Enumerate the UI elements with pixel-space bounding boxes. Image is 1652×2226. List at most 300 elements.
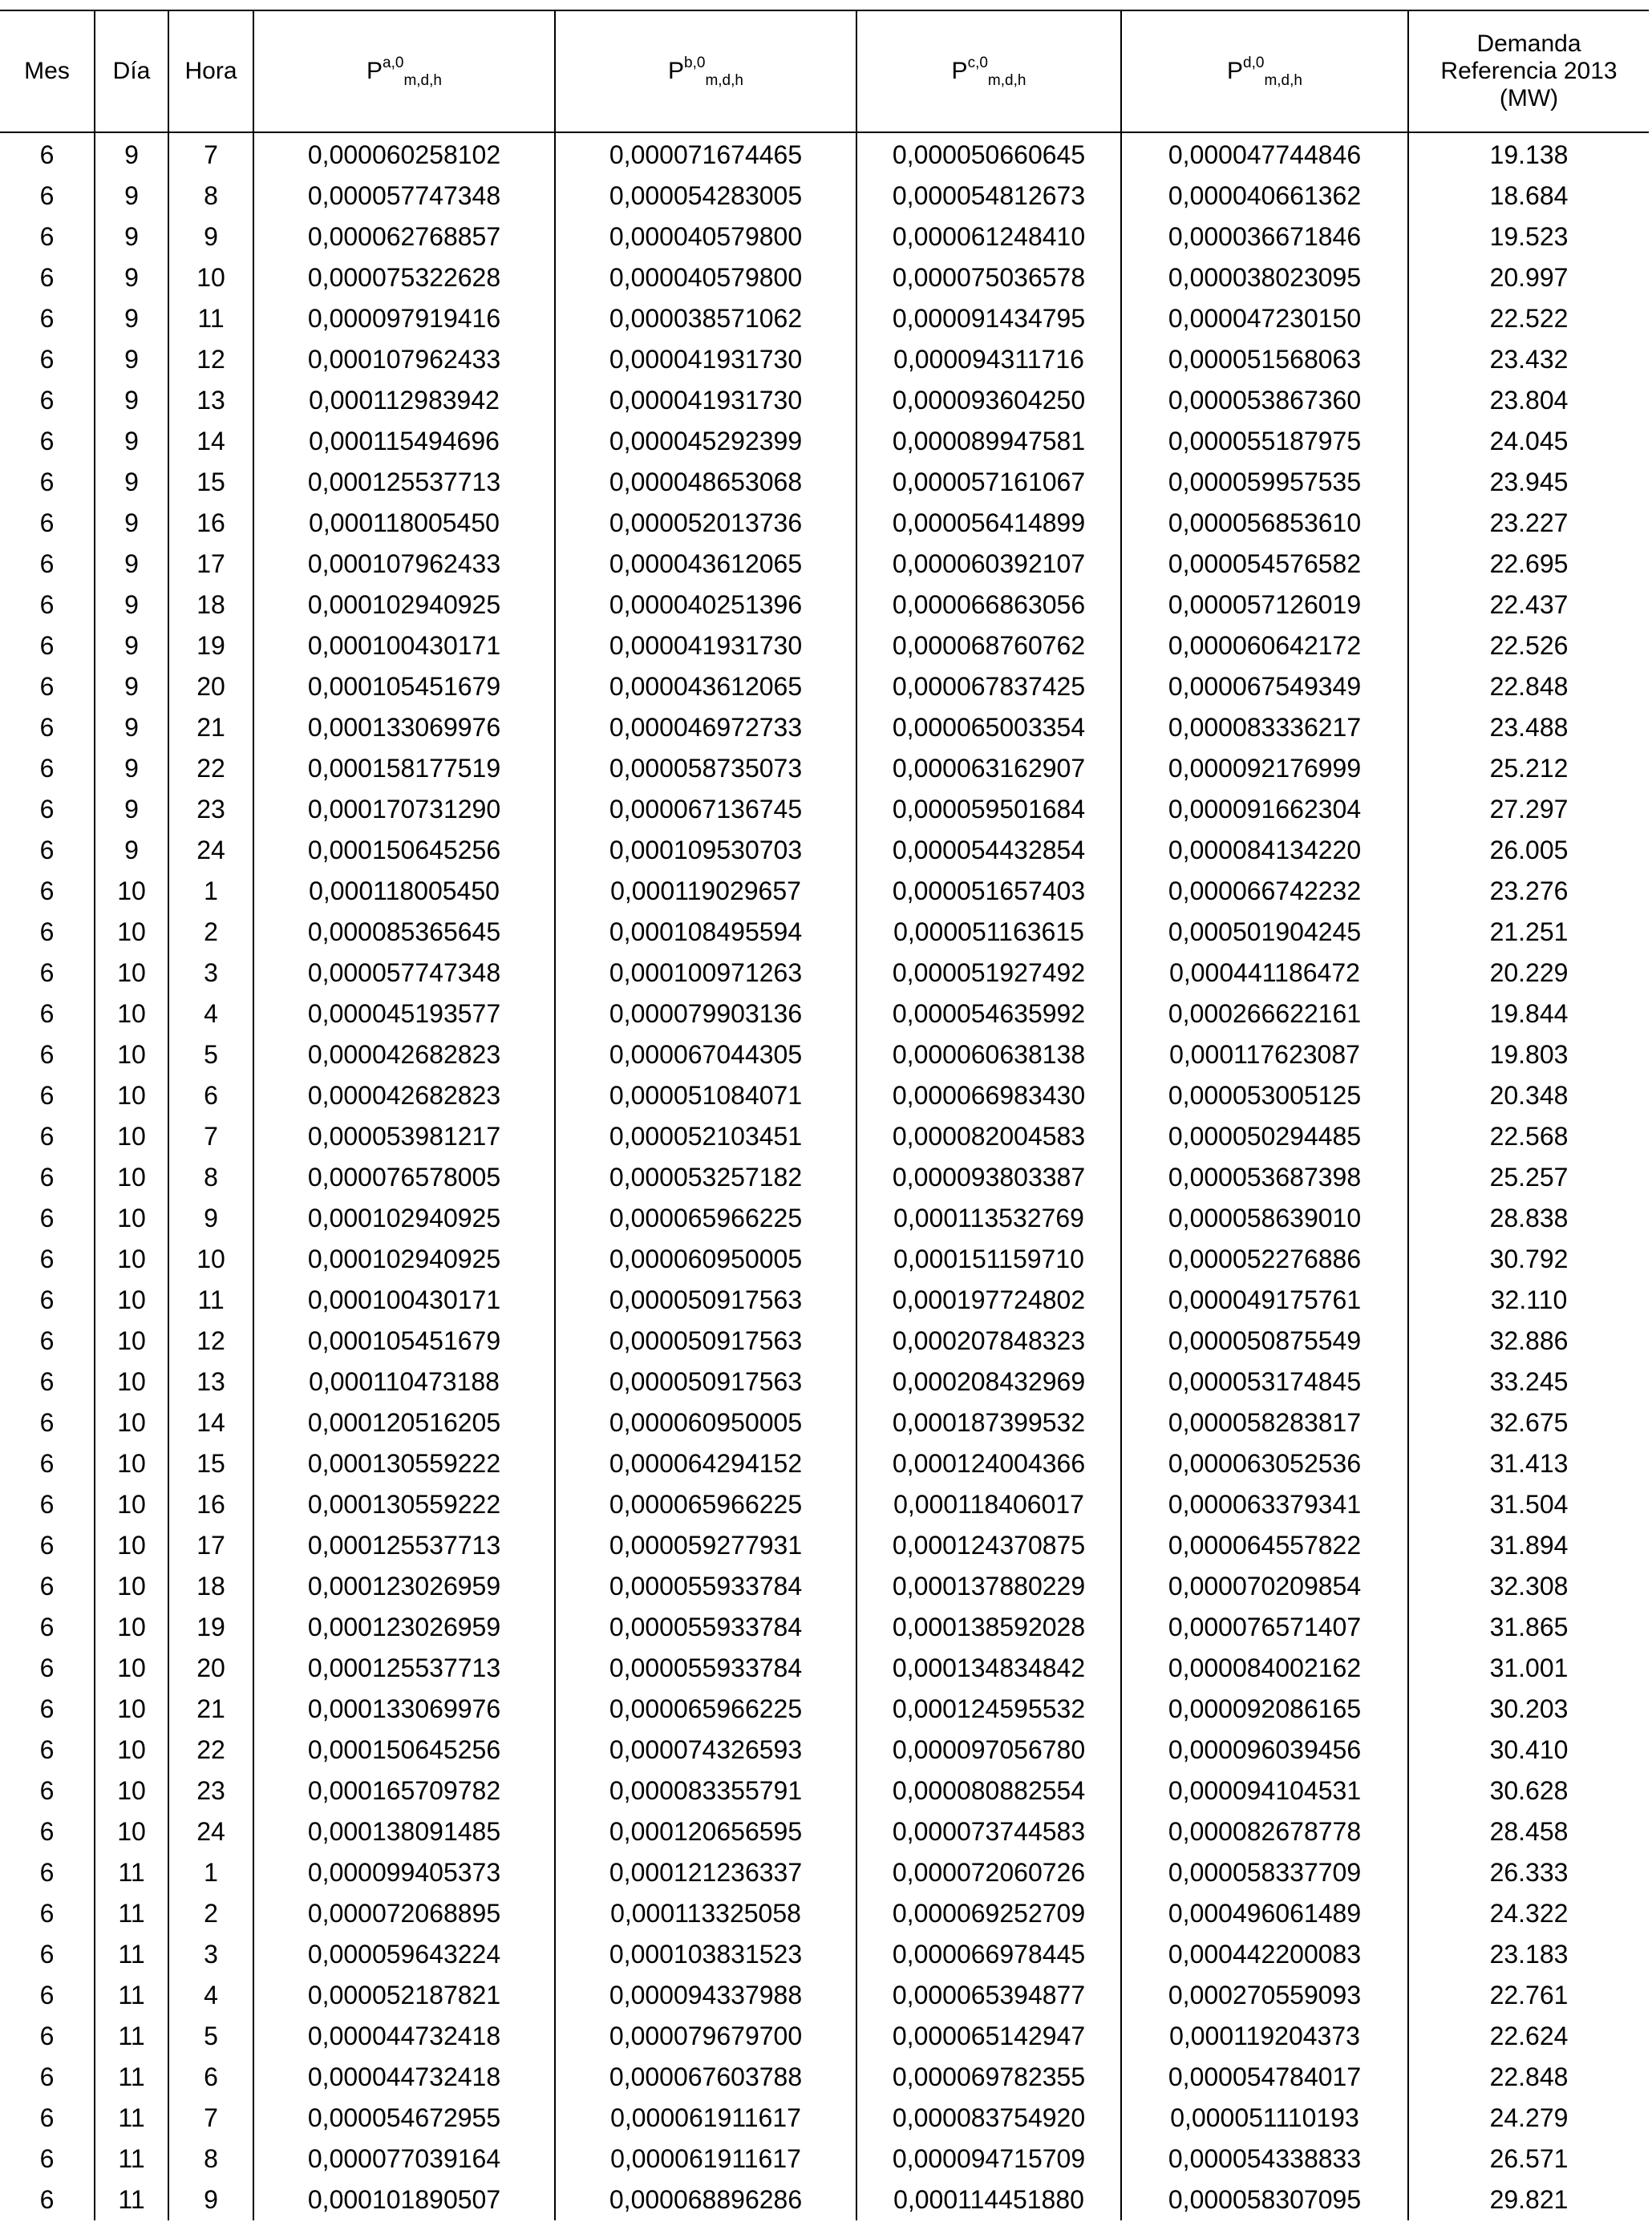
cell-pa: 0,000099405373 [253, 1852, 555, 1893]
cell-mes: 6 [39, 1245, 55, 1273]
table-row [0, 132, 1649, 176]
cell-pa: 0,000076578005 [253, 1157, 555, 1198]
cell-pa: 0,000102940925 [253, 1239, 555, 1280]
cell-pd: 0,000054576582 [1121, 544, 1408, 585]
cell-mes: 6 [39, 2062, 55, 2091]
cell-mes: 6 [39, 304, 55, 333]
cell-demanda: 23.227 [1408, 503, 1649, 544]
cell-demanda: 26.333 [1408, 1852, 1649, 1893]
cell-pc: 0,000089947581 [856, 421, 1121, 462]
cell-mes: 6 [39, 631, 55, 660]
cell-mes: 6 [39, 1981, 55, 2009]
cell-mes: 6 [39, 386, 55, 415]
cell-pb: 0,000113325058 [555, 1893, 856, 1934]
cell-pa: 0,000125537713 [253, 462, 555, 503]
cell-demanda: 22.437 [1408, 585, 1649, 625]
cell-demanda: 23.804 [1408, 380, 1649, 421]
cell-demanda: 22.848 [1408, 2057, 1649, 2098]
cell-pc: 0,000060638138 [856, 1034, 1121, 1075]
cell-pa: 0,000105451679 [253, 1321, 555, 1362]
cell-hora: 11 [168, 1280, 253, 1321]
cell-pd: 0,000063052536 [1121, 1443, 1408, 1484]
cell-pd: 0,000052276886 [1121, 1239, 1408, 1280]
cell-dia: 10 [95, 1075, 168, 1116]
cell-pa: 0,000110473188 [253, 1362, 555, 1402]
table-row [0, 1034, 1649, 1075]
cell-dia: 9 [95, 748, 168, 789]
cell-hora: 7 [168, 1116, 253, 1157]
cell-mes: 6 [39, 1408, 55, 1437]
table-row [0, 380, 1649, 421]
cell-hora: 19 [168, 1607, 253, 1648]
cell-mes: 6 [39, 1572, 55, 1601]
cell-mes: 6 [39, 1940, 55, 1969]
table-row [0, 1157, 1649, 1198]
cell-dia: 9 [95, 339, 168, 380]
cell-pc: 0,000208432969 [856, 1362, 1121, 1402]
header-pc-sub: m,d,h [987, 72, 1026, 89]
table-body [0, 132, 1649, 2220]
cell-pc: 0,000069782355 [856, 2057, 1121, 2098]
cell-pd: 0,000055187975 [1121, 421, 1408, 462]
cell-pb: 0,000053257182 [555, 1157, 856, 1198]
cell-pc: 0,000051927492 [856, 953, 1121, 994]
cell-pc: 0,000093604250 [856, 380, 1121, 421]
cell-pb: 0,000064294152 [555, 1443, 856, 1484]
table-row [0, 544, 1649, 585]
cell-mes: 6 [39, 672, 55, 701]
cell-hora: 15 [168, 1443, 253, 1484]
cell-pc: 0,000113532769 [856, 1198, 1121, 1239]
cell-hora: 10 [168, 1239, 253, 1280]
table-row [0, 1811, 1649, 1852]
cell-mes: 6 [39, 140, 55, 169]
header-pb [555, 10, 856, 132]
cell-pc: 0,000067837425 [856, 666, 1121, 707]
cell-hora: 7 [168, 132, 253, 176]
cell-pb: 0,000083355791 [555, 1771, 856, 1811]
cell-pc: 0,000094715709 [856, 2139, 1121, 2179]
cell-pb: 0,000094337988 [555, 1975, 856, 2016]
cell-demanda: 23.432 [1408, 339, 1649, 380]
header-pa-sub: m,d,h [403, 72, 442, 89]
cell-hora: 24 [168, 830, 253, 871]
cell-mes: 6 [39, 1367, 55, 1396]
cell-pb: 0,000050917563 [555, 1321, 856, 1362]
cell-pb: 0,000041931730 [555, 625, 856, 666]
cell-hora: 17 [168, 544, 253, 585]
cell-pa: 0,000118005450 [253, 503, 555, 544]
cell-pd: 0,000060642172 [1121, 625, 1408, 666]
cell-demanda: 28.458 [1408, 1811, 1649, 1852]
cell-demanda: 30.628 [1408, 1771, 1649, 1811]
header-pa-base: P [366, 58, 383, 84]
cell-demanda: 30.203 [1408, 1689, 1649, 1730]
cell-dia: 10 [95, 1239, 168, 1280]
cell-pa: 0,000105451679 [253, 666, 555, 707]
cell-pc: 0,000080882554 [856, 1771, 1121, 1811]
cell-pb: 0,000121236337 [555, 1852, 856, 1893]
cell-pc: 0,000124595532 [856, 1689, 1121, 1730]
cell-pb: 0,000040579800 [555, 257, 856, 298]
table-row [0, 789, 1649, 830]
cell-pb: 0,000058735073 [555, 748, 856, 789]
table-row [0, 994, 1649, 1034]
cell-pa: 0,000042682823 [253, 1034, 555, 1075]
cell-pa: 0,000125537713 [253, 1648, 555, 1689]
cell-pb: 0,000079679700 [555, 2016, 856, 2057]
cell-hora: 1 [168, 1852, 253, 1893]
table-row [0, 217, 1649, 257]
header-hora: Hora [168, 10, 253, 132]
cell-demanda: 19.523 [1408, 217, 1649, 257]
table-row [0, 1566, 1649, 1607]
cell-dia: 9 [95, 421, 168, 462]
cell-dia: 10 [95, 1198, 168, 1239]
cell-dia: 11 [95, 2016, 168, 2057]
cell-hora: 12 [168, 1321, 253, 1362]
cell-dia: 11 [95, 1893, 168, 1934]
cell-hora: 14 [168, 1402, 253, 1443]
header-pc-base: P [951, 58, 968, 84]
cell-pc: 0,000207848323 [856, 1321, 1121, 1362]
cell-pa: 0,000138091485 [253, 1811, 555, 1852]
cell-hora: 21 [168, 1689, 253, 1730]
cell-hora: 4 [168, 1975, 253, 2016]
cell-pd: 0,000066742232 [1121, 871, 1408, 912]
cell-hora: 11 [168, 298, 253, 339]
cell-hora: 14 [168, 421, 253, 462]
cell-hora: 16 [168, 1484, 253, 1525]
cell-dia: 10 [95, 1321, 168, 1362]
cell-pd: 0,000054338833 [1121, 2139, 1408, 2179]
cell-mes: 6 [39, 2022, 55, 2050]
cell-demanda: 31.413 [1408, 1443, 1649, 1484]
cell-demanda: 22.624 [1408, 2016, 1649, 2057]
cell-pd: 0,000067549349 [1121, 666, 1408, 707]
cell-mes: 6 [39, 508, 55, 537]
header-pc [856, 10, 1121, 132]
cell-hora: 3 [168, 953, 253, 994]
cell-hora: 7 [168, 2098, 253, 2139]
cell-pc: 0,000054432854 [856, 830, 1121, 871]
cell-demanda: 19.803 [1408, 1034, 1649, 1075]
cell-demanda: 30.792 [1408, 1239, 1649, 1280]
table-row [0, 1607, 1649, 1648]
cell-pb: 0,000065966225 [555, 1198, 856, 1239]
cell-mes: 6 [39, 1122, 55, 1151]
table-row [0, 1771, 1649, 1811]
cell-pb: 0,000050917563 [555, 1280, 856, 1321]
cell-pc: 0,000072060726 [856, 1852, 1121, 1893]
table-row [0, 1934, 1649, 1975]
cell-dia: 11 [95, 1934, 168, 1975]
cell-pb: 0,000109530703 [555, 830, 856, 871]
cell-pc: 0,000056414899 [856, 503, 1121, 544]
cell-dia: 10 [95, 1771, 168, 1811]
cell-dia: 9 [95, 666, 168, 707]
cell-dia: 11 [95, 1852, 168, 1893]
cell-hora: 22 [168, 1730, 253, 1771]
cell-dia: 10 [95, 1034, 168, 1075]
cell-demanda: 24.322 [1408, 1893, 1649, 1934]
cell-pc: 0,000097056780 [856, 1730, 1121, 1771]
cell-hora: 16 [168, 503, 253, 544]
table-row [0, 421, 1649, 462]
table-row [0, 625, 1649, 666]
table-row [0, 298, 1649, 339]
cell-pb: 0,000040251396 [555, 585, 856, 625]
cell-pa: 0,000130559222 [253, 1484, 555, 1525]
cell-pd: 0,000442200083 [1121, 1934, 1408, 1975]
cell-pd: 0,000092176999 [1121, 748, 1408, 789]
cell-pd: 0,000053005125 [1121, 1075, 1408, 1116]
cell-mes: 6 [39, 1817, 55, 1846]
header-mes: Mes [0, 10, 95, 132]
cell-dia: 11 [95, 1975, 168, 2016]
cell-mes: 6 [39, 1694, 55, 1723]
cell-mes: 6 [39, 1735, 55, 1764]
cell-dia: 9 [95, 217, 168, 257]
cell-pd: 0,000051568063 [1121, 339, 1408, 380]
cell-hora: 10 [168, 257, 253, 298]
cell-dia: 11 [95, 2057, 168, 2098]
cell-dia: 9 [95, 380, 168, 421]
cell-pc: 0,000066983430 [856, 1075, 1121, 1116]
cell-mes: 6 [39, 1653, 55, 1682]
cell-pd: 0,000053687398 [1121, 1157, 1408, 1198]
cell-pc: 0,000094311716 [856, 339, 1121, 380]
header-pd [1121, 10, 1408, 132]
cell-pa: 0,000044732418 [253, 2057, 555, 2098]
cell-pb: 0,000052103451 [555, 1116, 856, 1157]
cell-pd: 0,000119204373 [1121, 2016, 1408, 2057]
table-row [0, 503, 1649, 544]
cell-hora: 8 [168, 1157, 253, 1198]
cell-pb: 0,000061911617 [555, 2098, 856, 2139]
table-row [0, 1975, 1649, 2016]
cell-pa: 0,000085365645 [253, 912, 555, 953]
cell-mes: 6 [39, 1531, 55, 1560]
cell-pb: 0,000041931730 [555, 339, 856, 380]
cell-demanda: 29.821 [1408, 2179, 1649, 2220]
cell-mes: 6 [39, 590, 55, 619]
cell-mes: 6 [39, 427, 55, 455]
cell-pd: 0,000053174845 [1121, 1362, 1408, 1402]
cell-dia: 10 [95, 1157, 168, 1198]
table-row [0, 2139, 1649, 2179]
cell-pc: 0,000066863056 [856, 585, 1121, 625]
data-table [0, 10, 1649, 2220]
cell-demanda: 26.005 [1408, 830, 1649, 871]
cell-pb: 0,000061911617 [555, 2139, 856, 2179]
table-row [0, 871, 1649, 912]
cell-pa: 0,000045193577 [253, 994, 555, 1034]
cell-demanda: 22.695 [1408, 544, 1649, 585]
cell-pb: 0,000060950005 [555, 1239, 856, 1280]
cell-hora: 17 [168, 1525, 253, 1566]
header-pd-sup: d,0 [1243, 55, 1265, 71]
cell-pb: 0,000068896286 [555, 2179, 856, 2220]
cell-mes: 6 [39, 1285, 55, 1314]
cell-demanda: 22.761 [1408, 1975, 1649, 2016]
cell-pa: 0,000102940925 [253, 585, 555, 625]
table-row [0, 2179, 1649, 2220]
cell-pa: 0,000107962433 [253, 544, 555, 585]
cell-hora: 5 [168, 1034, 253, 1075]
header-demanda-line3: (MW) [1499, 85, 1559, 111]
cell-pc: 0,000068760762 [856, 625, 1121, 666]
table-row [0, 2098, 1649, 2139]
cell-pa: 0,000060258102 [253, 132, 555, 176]
cell-dia: 10 [95, 1730, 168, 1771]
cell-hora: 6 [168, 1075, 253, 1116]
cell-mes: 6 [39, 1858, 55, 1887]
cell-pa: 0,000150645256 [253, 1730, 555, 1771]
cell-hora: 8 [168, 2139, 253, 2179]
cell-pd: 0,000047744846 [1121, 132, 1408, 176]
cell-mes: 6 [39, 876, 55, 905]
cell-pb: 0,000040579800 [555, 217, 856, 257]
cell-pb: 0,000043612065 [555, 666, 856, 707]
header-demanda [1408, 10, 1649, 132]
cell-pa: 0,000133069976 [253, 707, 555, 748]
cell-demanda: 25.257 [1408, 1157, 1649, 1198]
cell-demanda: 18.684 [1408, 176, 1649, 217]
cell-pc: 0,000059501684 [856, 789, 1121, 830]
cell-pc: 0,000060392107 [856, 544, 1121, 585]
header-pb-sup: b,0 [684, 55, 706, 71]
cell-dia: 10 [95, 1689, 168, 1730]
cell-pc: 0,000082004583 [856, 1116, 1121, 1157]
cell-mes: 6 [39, 1204, 55, 1232]
cell-pb: 0,000065966225 [555, 1484, 856, 1525]
cell-pd: 0,000038023095 [1121, 257, 1408, 298]
cell-pa: 0,000102940925 [253, 1198, 555, 1239]
cell-pd: 0,000040661362 [1121, 176, 1408, 217]
cell-pb: 0,000119029657 [555, 871, 856, 912]
cell-hora: 19 [168, 625, 253, 666]
cell-pc: 0,000065003354 [856, 707, 1121, 748]
cell-pc: 0,000187399532 [856, 1402, 1121, 1443]
cell-demanda: 19.844 [1408, 994, 1649, 1034]
cell-pd: 0,000083336217 [1121, 707, 1408, 748]
cell-pd: 0,000050294485 [1121, 1116, 1408, 1157]
table-row [0, 1852, 1649, 1893]
table-row [0, 1525, 1649, 1566]
cell-demanda: 20.997 [1408, 257, 1649, 298]
header-demanda-line1: Demanda [1476, 30, 1581, 57]
cell-pd: 0,000053867360 [1121, 380, 1408, 421]
cell-mes: 6 [39, 1899, 55, 1928]
cell-pa: 0,000042682823 [253, 1075, 555, 1116]
cell-demanda: 31.001 [1408, 1648, 1649, 1689]
cell-pc: 0,000065142947 [856, 2016, 1121, 2057]
cell-pd: 0,000501904245 [1121, 912, 1408, 953]
cell-pc: 0,000091434795 [856, 298, 1121, 339]
cell-dia: 9 [95, 503, 168, 544]
cell-pc: 0,000093803387 [856, 1157, 1121, 1198]
cell-demanda: 27.297 [1408, 789, 1649, 830]
cell-mes: 6 [39, 2103, 55, 2132]
cell-pd: 0,000059957535 [1121, 462, 1408, 503]
cell-pa: 0,000059643224 [253, 1934, 555, 1975]
cell-pa: 0,000107962433 [253, 339, 555, 380]
cell-pb: 0,000059277931 [555, 1525, 856, 1566]
cell-hora: 20 [168, 666, 253, 707]
table-row [0, 462, 1649, 503]
cell-dia: 9 [95, 462, 168, 503]
cell-dia: 9 [95, 176, 168, 217]
cell-demanda: 24.279 [1408, 2098, 1649, 2139]
cell-pd: 0,000070209854 [1121, 1566, 1408, 1607]
cell-dia: 9 [95, 132, 168, 176]
cell-pc: 0,000065394877 [856, 1975, 1121, 2016]
table-row [0, 830, 1649, 871]
cell-hora: 22 [168, 748, 253, 789]
cell-pd: 0,000082678778 [1121, 1811, 1408, 1852]
cell-pd: 0,000054784017 [1121, 2057, 1408, 2098]
table-row [0, 1321, 1649, 1362]
cell-pa: 0,000100430171 [253, 1280, 555, 1321]
cell-mes: 6 [39, 1776, 55, 1805]
cell-mes: 6 [39, 2144, 55, 2173]
cell-pd: 0,000091662304 [1121, 789, 1408, 830]
cell-hora: 18 [168, 1566, 253, 1607]
cell-pb: 0,000052013736 [555, 503, 856, 544]
cell-pa: 0,000057747348 [253, 953, 555, 994]
cell-pd: 0,000058283817 [1121, 1402, 1408, 1443]
cell-dia: 11 [95, 2139, 168, 2179]
cell-mes: 6 [39, 836, 55, 864]
cell-hora: 4 [168, 994, 253, 1034]
cell-pb: 0,000055933784 [555, 1648, 856, 1689]
table-row [0, 748, 1649, 789]
cell-pa: 0,000123026959 [253, 1566, 555, 1607]
cell-hora: 23 [168, 1771, 253, 1811]
table-row [0, 707, 1649, 748]
cell-dia: 10 [95, 1116, 168, 1157]
table-row [0, 1280, 1649, 1321]
cell-demanda: 25.212 [1408, 748, 1649, 789]
cell-pa: 0,000112983942 [253, 380, 555, 421]
cell-pa: 0,000075322628 [253, 257, 555, 298]
header-pc-sup: c,0 [967, 55, 988, 71]
table-row [0, 912, 1649, 953]
cell-pa: 0,000100430171 [253, 625, 555, 666]
cell-hora: 9 [168, 217, 253, 257]
cell-pb: 0,000050917563 [555, 1362, 856, 1402]
cell-demanda: 20.229 [1408, 953, 1649, 994]
cell-pa: 0,000133069976 [253, 1689, 555, 1730]
cell-pb: 0,000055933784 [555, 1607, 856, 1648]
cell-pa: 0,000101890507 [253, 2179, 555, 2220]
cell-dia: 9 [95, 830, 168, 871]
table-row [0, 1362, 1649, 1402]
cell-pa: 0,000150645256 [253, 830, 555, 871]
cell-demanda: 32.110 [1408, 1280, 1649, 1321]
cell-dia: 10 [95, 912, 168, 953]
cell-dia: 9 [95, 544, 168, 585]
cell-demanda: 21.251 [1408, 912, 1649, 953]
cell-dia: 10 [95, 1811, 168, 1852]
cell-pd: 0,000049175761 [1121, 1280, 1408, 1321]
cell-pc: 0,000051163615 [856, 912, 1121, 953]
cell-pa: 0,000118005450 [253, 871, 555, 912]
cell-pd: 0,000058337709 [1121, 1852, 1408, 1893]
cell-hora: 15 [168, 462, 253, 503]
cell-pb: 0,000051084071 [555, 1075, 856, 1116]
